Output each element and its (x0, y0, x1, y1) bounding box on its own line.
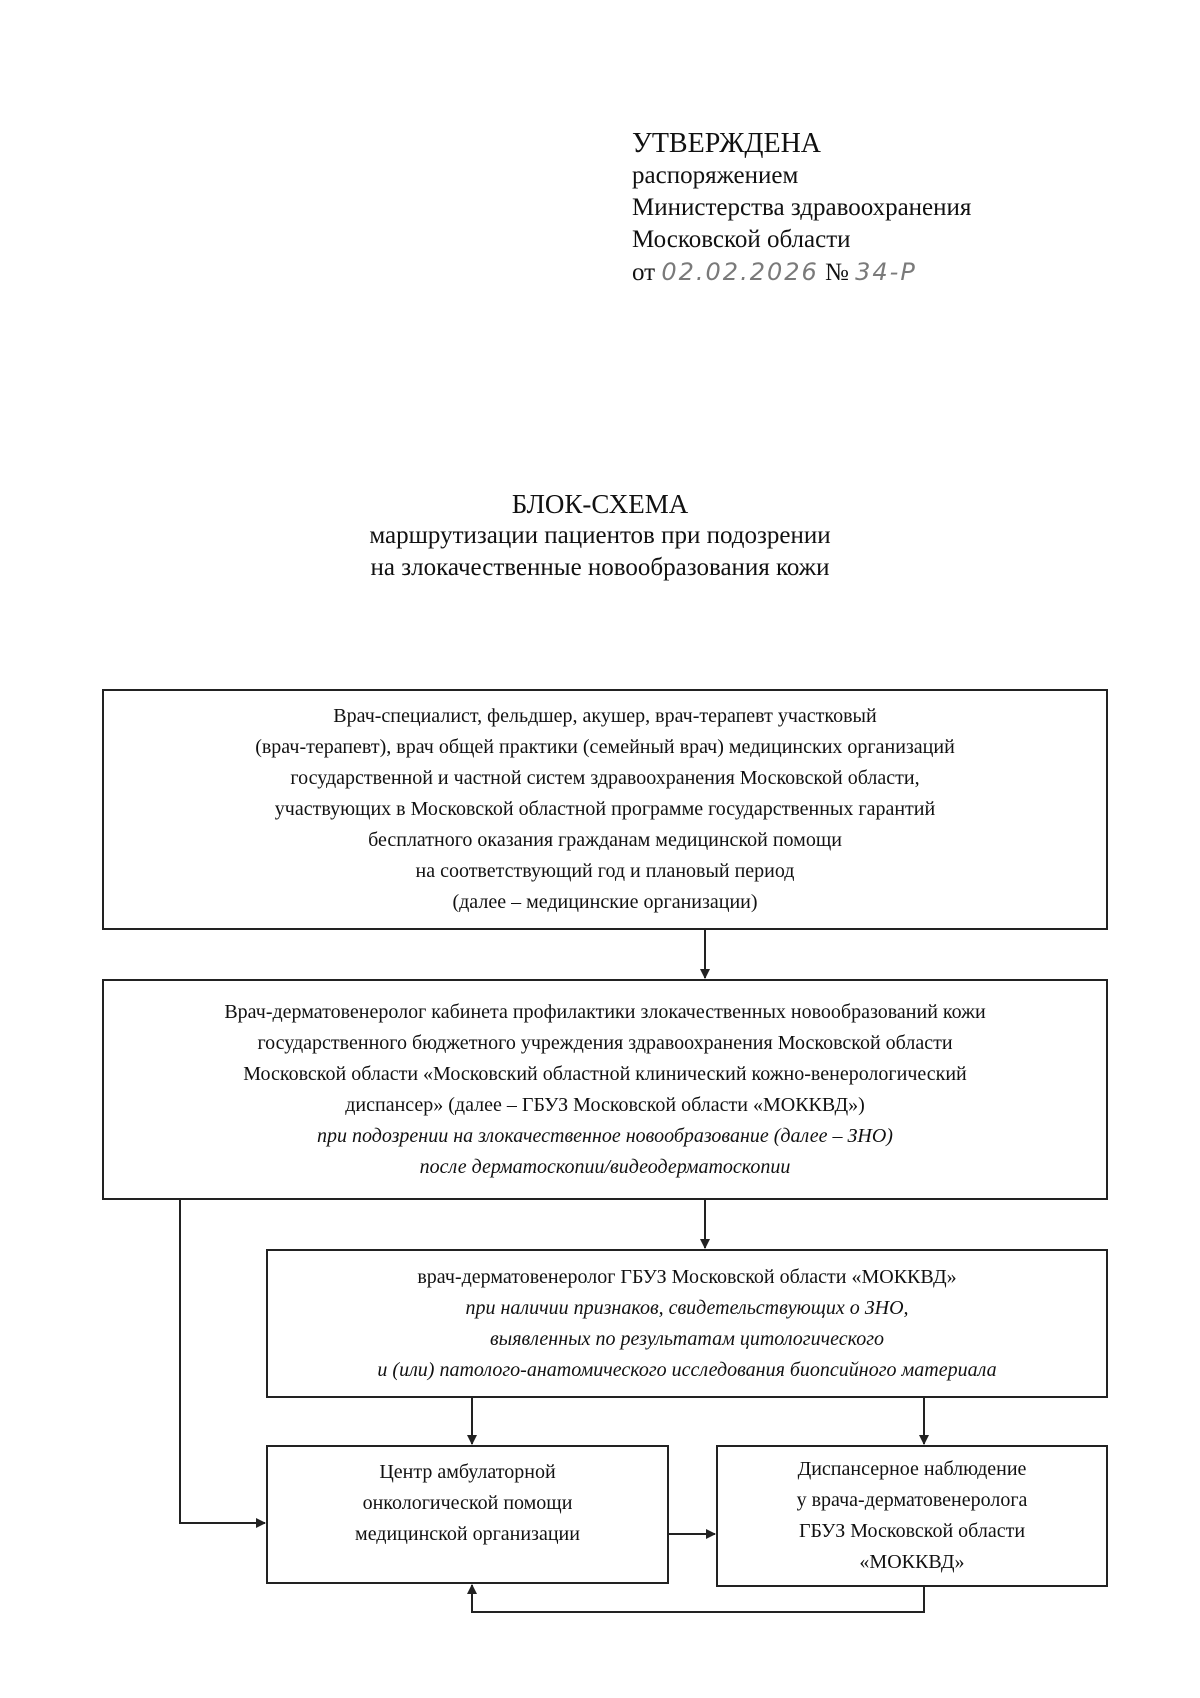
approval-line-3: Московской области (632, 226, 851, 253)
box-3-italic-line: при наличии признаков, свидетельствующих о ЗНО, (465, 1296, 909, 1319)
box-1-line: государственной и частной систем здравоохранения Московской области, (290, 767, 920, 789)
title-main: БЛОК-СХЕМА (511, 489, 689, 519)
box-2-line: государственного бюджетного учреждения здравоохранения Московской области (257, 1031, 953, 1054)
box-1-line: участвующих в Московской областной программе государственных гарантий (274, 798, 936, 820)
box-1-line: бесплатного оказания гражданам медицинской помощи (368, 829, 842, 851)
handwritten-date: 02.02.2026 (661, 258, 819, 286)
approval-line-1: распоряжением (632, 162, 799, 189)
box-5-line: «МОККВД» (859, 1551, 965, 1573)
box-2-line: Врач-дерматовенеролог кабинета профилактики злокачественных новообразований кожи (224, 1000, 986, 1023)
box-2-line: диспансер» (далее – ГБУЗ Московской области «МОККВД») (345, 1093, 865, 1116)
handwritten-number: 34-Р (855, 258, 917, 286)
title-sub-1: маршрутизации пациентов при подозрении (369, 522, 831, 549)
arrow-b2-to-b4 (180, 1200, 265, 1523)
box-1-line: на соответствующий год и плановый период (415, 860, 795, 882)
arrow-b5-to-b4 (472, 1585, 924, 1612)
box-4-line: медицинской организации (355, 1523, 580, 1545)
title-sub-2: на злокачественные новообразования кожи (370, 554, 830, 581)
box-2-italic-line: при подозрении на злокачественное новообразование (далее – ЗНО) (317, 1124, 893, 1147)
approval-line-2: Министерства здравоохранения (632, 194, 972, 221)
box-4-line: Центр амбулаторной (379, 1461, 556, 1483)
box-2-italic-line: после дерматоскопии/видеодерматоскопии (419, 1155, 791, 1178)
box-3-italic-line: выявленных по результатам цитологического (489, 1327, 885, 1350)
box-5-line: у врача-дерматовенеролога (796, 1489, 1028, 1511)
box-5-line: Диспансерное наблюдение (797, 1458, 1027, 1480)
box-1-line: (врач-терапевт), врач общей практики (семейный врач) медицинских организаций (255, 736, 955, 758)
box-1-line: Врач-специалист, фельдшер, акушер, врач-терапевт участковый (333, 705, 877, 727)
box-5-line: ГБУЗ Московской области (798, 1520, 1026, 1542)
box-4-line: онкологической помощи (362, 1492, 573, 1514)
box-3-italic-line: и (или) патолого-анатомического исследования биопсийного материала (377, 1358, 997, 1381)
date-prefix: от (632, 259, 656, 286)
box-3-line: врач-дерматовенеролог ГБУЗ Московской области «МОККВД» (417, 1265, 957, 1288)
number-prefix: № (825, 259, 849, 286)
box-2-line: Московской области «Московский областной клинический кожно-венерологический (243, 1062, 967, 1085)
approval-stamp: УТВЕРЖДЕНА (632, 128, 822, 159)
box-1-line: (далее – медицинские организации) (452, 891, 758, 913)
